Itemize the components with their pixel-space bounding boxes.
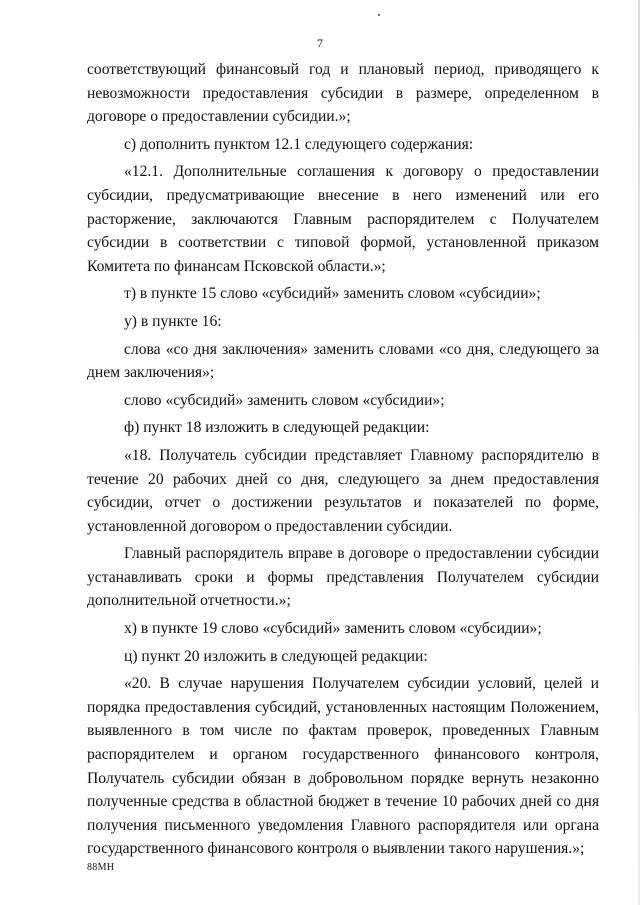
paragraph-item-u-word: слово «субсидий» заменить словом «субсидии»; (124, 391, 445, 409)
document-footer-code: 88МН (87, 862, 115, 873)
paragraph-item-t: т) в пункте 15 слово «субсидий» заменить словом «субсидии»; (124, 285, 541, 303)
paragraph-item-s: с) дополнить пунктом 12.1 следующего содержания: (124, 135, 474, 153)
paragraph-clause-12-1: «12.1. Дополнительные соглашения к договору о предоставлении субсидии, предусматривающие внесение в него изменений или его расторжение, заключаются Главным распорядителем с Получателем субсидии в соответствии с типовой формой, установленной приказом Комитета по финансам Псковской области.»; (87, 163, 599, 275)
paragraph-clause-18-part-2: Главный распорядитель вправе в договоре о предоставлении субсидии устанавливать сроки и формы представления Получателем субсидии дополнительной отчетности.»; (87, 545, 599, 610)
paragraph-clause-20: «20. В случае нарушения Получателем субсидии условий, целей и порядка предоставления субсидий, установленных настоящим Положением, выявленного в том числе по фактам проверок, проведенных Главным распорядителем и органом государственного финансового контроля, Получатель субсидии обязан в добровольном порядке вернуть незаконно полученные средства в областной бюджет в течение 10 рабочих дней со дня получения письменного уведомления Главного распорядителя или органа государственного финансового контроля о выявлении такого нарушения.»; (87, 675, 599, 858)
paragraph-item-ts: ц) пункт 20 изложить в следующей редакции: (124, 647, 428, 665)
document-body (87, 58, 599, 861)
paragraph-item-u: у) в пункте 16: (124, 312, 222, 330)
page-number: 7 (317, 36, 323, 50)
paragraph-item-u-words: слова «со дня заключения» заменить словами «со дня, следующего за днем заключения»; (87, 340, 599, 382)
paragraph-continuation: соответствующий финансовый год и плановый период, приводящего к невозможности предоставления субсидии в размере, определенном в договоре о предоставлении субсидии.»; (87, 61, 599, 126)
paragraph-item-kh: х) в пункте 19 слово «субсидий» заменить словом «субсидии»; (124, 620, 542, 638)
paragraph-item-f: ф) пункт 18 изложить в следующей редакции: (124, 419, 430, 437)
scan-artifact-dot (378, 14, 380, 16)
paragraph-clause-18: «18. Получатель субсидии представляет Главному распорядителю в течение 20 рабочих дней со дня, следующего за днем предоставления субсидии, отчет о достижении результатов и показателей по форме, установленной договором о предоставлении субсидии. (87, 446, 599, 535)
